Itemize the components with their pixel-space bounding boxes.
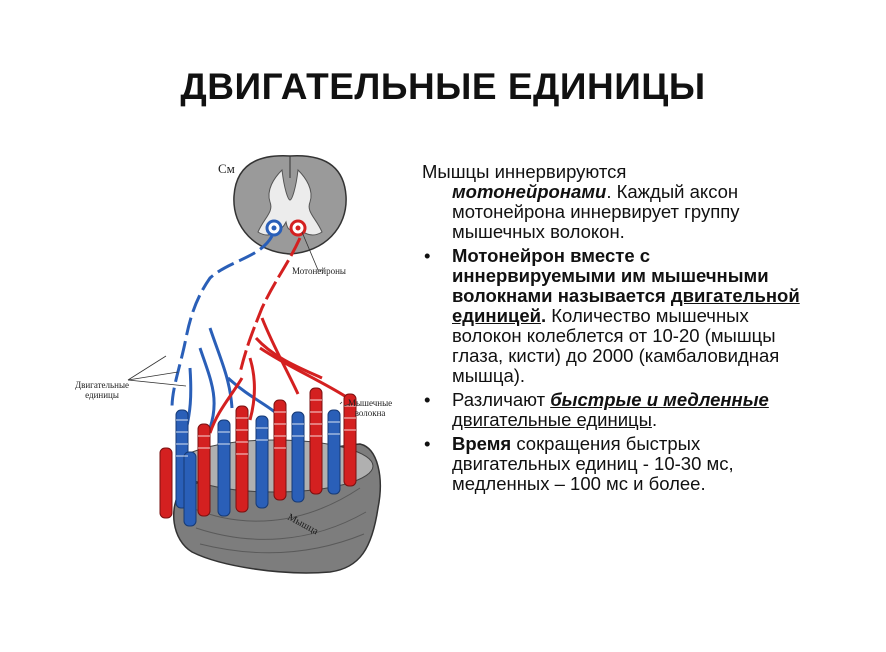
label-muscle-fibers-line2: волокна bbox=[354, 408, 386, 418]
fast-slow-term: быстрые и медленные bbox=[550, 389, 769, 410]
contraction-time-text: сокращения быстрых двигательных единиц - 10-30 мс, медленных – 100 мс и более. bbox=[452, 433, 734, 494]
slide-title: ДВИГАТЕЛЬНЫЕ ЕДИНИЦЫ bbox=[180, 66, 706, 107]
label-motor-units-line1: Двигательные bbox=[74, 380, 130, 390]
bullet-contraction-time bbox=[422, 434, 812, 494]
bullet-marker: • bbox=[424, 389, 431, 410]
body-text bbox=[422, 162, 812, 498]
intro-motoneurons-term: мотонейронами bbox=[452, 181, 607, 202]
motor-units-text: двигательные единицы bbox=[452, 409, 652, 430]
intro-text-a: Мышцы иннервируются bbox=[422, 161, 627, 182]
label-motor-units bbox=[72, 380, 132, 400]
intro-paragraph bbox=[422, 162, 812, 242]
spinal-cord bbox=[234, 156, 346, 254]
label-cm: См bbox=[218, 161, 235, 176]
motor-unit-illustration bbox=[60, 148, 420, 588]
label-motoneurons: Мотонейроны bbox=[292, 266, 346, 276]
label-muscle: Мышца bbox=[285, 511, 320, 538]
fiber-count-text: Количество мышечных волокон колеблется от 10-20 (мышцы глаза, кисти) до 2000 (камбаловидная мышца). bbox=[452, 305, 780, 386]
definition-period: . bbox=[541, 305, 547, 326]
bullet-marker: • bbox=[424, 433, 431, 454]
definition-text: Мотонейрон вместе с иннервируемыми им мышечными волокнами называется bbox=[452, 245, 769, 306]
time-term: Время bbox=[452, 433, 512, 454]
bullet-motor-unit-definition bbox=[422, 246, 812, 386]
intro-text-c: . Каждый аксон мотонейрона иннервирует группу мышечных волокон. bbox=[452, 181, 740, 242]
motor-unit-diagram bbox=[60, 148, 420, 588]
distinguish-period: . bbox=[651, 409, 658, 430]
motor-unit-term: двигательной единицей bbox=[452, 285, 800, 326]
bullet-fast-slow bbox=[422, 390, 812, 430]
label-motor-units-line2: единицы bbox=[85, 390, 119, 400]
label-muscle-fibers bbox=[348, 398, 392, 418]
bullet-marker: • bbox=[424, 245, 431, 266]
label-muscle-fibers-line1: Мышечные bbox=[348, 398, 393, 408]
distinguish-text: Различают bbox=[452, 389, 551, 410]
